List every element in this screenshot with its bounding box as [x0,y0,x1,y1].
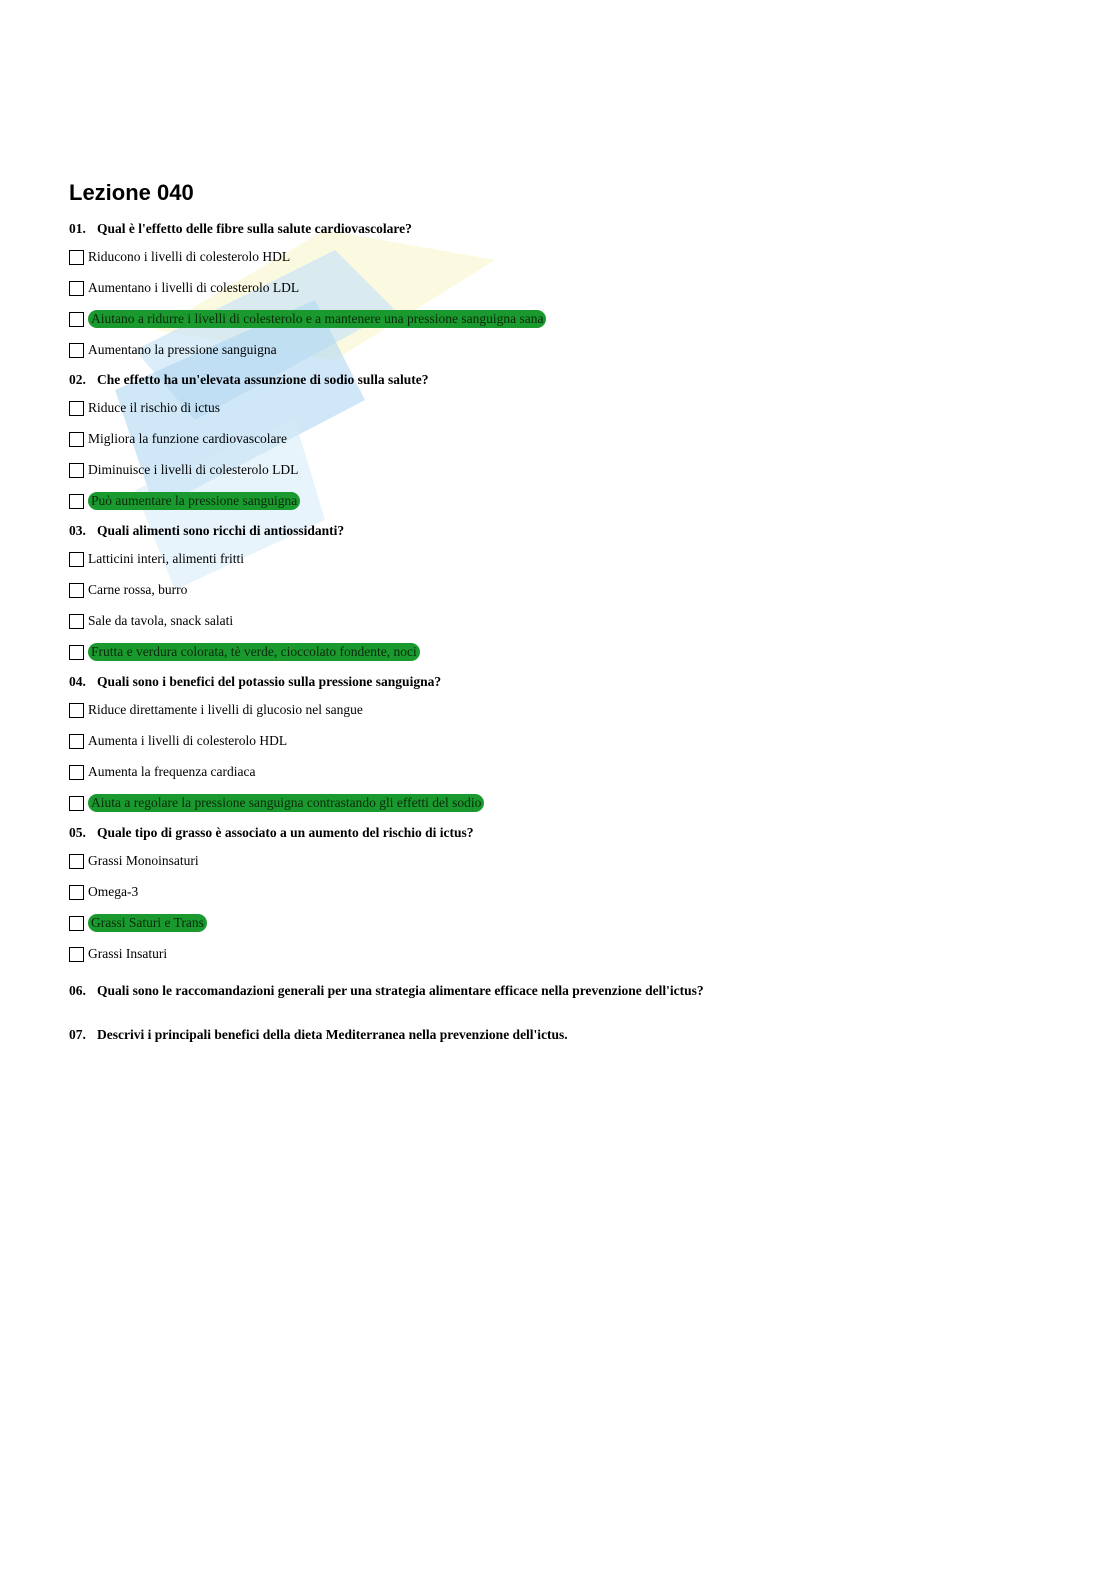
answer-label: Omega-3 [88,884,139,899]
answer-checkbox[interactable] [69,583,84,598]
answer-option[interactable] [69,731,1049,751]
question-number: 05. [69,825,86,840]
question-label: Quali sono i benefici del potassio sulla pressione sanguigna? [97,674,442,689]
answer-checkbox[interactable] [69,916,84,931]
answer-checkbox[interactable] [69,432,84,447]
answer-checkbox[interactable] [69,281,84,296]
answer-label: Riduce direttamente i livelli di glucosio nel sangue [88,702,363,717]
answer-label: Riduce il rischio di ictus [88,400,220,415]
answer-label: Aumentano i livelli di colesterolo LDL [88,280,300,295]
answer-label: Aumenta la frequenza cardiaca [88,764,256,779]
question-text [69,220,1049,238]
answer-checkbox[interactable] [69,343,84,358]
question-5 [69,824,1049,964]
answer-label: Aumentano la pressione sanguigna [88,342,277,357]
answer-label: Sale da tavola, snack salati [88,613,234,628]
question-1 [69,220,1049,360]
correct-answer-label: Può aumentare la pressione sanguigna [88,492,300,510]
question-number: 07. [69,1027,86,1042]
answer-option[interactable] [69,398,1049,418]
answer-option[interactable] [69,851,1049,871]
question-3 [69,522,1049,662]
question-label: Quali alimenti sono ricchi di antiossidanti? [97,523,345,538]
answer-option[interactable] [69,611,1049,631]
answer-checkbox[interactable] [69,312,84,327]
answer-label: Migliora la funzione cardiovascolare [88,431,288,446]
answer-option[interactable] [69,460,1049,480]
answer-option[interactable] [69,762,1049,782]
answer-option[interactable] [69,340,1049,360]
answer-option[interactable] [69,549,1049,569]
question-label: Qual è l'effetto delle fibre sulla salute cardiovascolare? [97,221,412,236]
question-label: Descrivi i principali benefici della dieta Mediterranea nella prevenzione dell'ictus. [97,1027,568,1042]
answer-checkbox[interactable] [69,854,84,869]
answer-option[interactable] [69,429,1049,449]
answer-checkbox[interactable] [69,614,84,629]
answer-label: Carne rossa, burro [88,582,188,597]
question-number: 06. [69,983,86,998]
answer-checkbox[interactable] [69,645,84,660]
correct-answer-label: Aiuta a regolare la pressione sanguigna contrastando gli effetti del sodio [88,794,484,812]
question-number: 04. [69,674,86,689]
answer-checkbox[interactable] [69,703,84,718]
question-4 [69,673,1049,813]
answer-checkbox[interactable] [69,552,84,567]
answer-option[interactable] [69,580,1049,600]
lesson-title: Lezione 040 [69,180,194,205]
answer-label: Riducono i livelli di colesterolo HDL [88,249,291,264]
question-number: 01. [69,221,86,236]
answer-checkbox[interactable] [69,765,84,780]
answer-checkbox[interactable] [69,947,84,962]
answer-option[interactable] [69,642,1049,662]
answer-checkbox[interactable] [69,734,84,749]
question-text [69,824,1049,842]
answer-option[interactable] [69,491,1049,511]
question-text [69,522,1049,540]
answer-option[interactable] [69,793,1049,813]
answer-option[interactable] [69,309,1049,329]
question-label: Quali sono le raccomandazioni generali per una strategia alimentare efficace nella prevenzione dell'ictus? [97,983,704,998]
correct-answer-label: Grassi Saturi e Trans [88,914,207,932]
question-number: 03. [69,523,86,538]
question-2 [69,371,1049,511]
open-question-6 [69,982,1049,1000]
answer-label: Grassi Monoinsaturi [88,853,199,868]
open-question-list [69,982,1049,1044]
question-label: Che effetto ha un'elevata assunzione di sodio sulla salute? [97,372,429,387]
answer-option[interactable] [69,700,1049,720]
correct-answer-label: Frutta e verdura colorata, tè verde, cioccolato fondente, noci [88,643,420,661]
answer-label: Grassi Insaturi [88,946,168,961]
answer-checkbox[interactable] [69,463,84,478]
answer-label: Latticini interi, alimenti fritti [88,551,244,566]
answer-option[interactable] [69,882,1049,902]
answer-checkbox[interactable] [69,796,84,811]
answer-checkbox[interactable] [69,885,84,900]
answer-checkbox[interactable] [69,401,84,416]
open-question-7 [69,1026,1049,1044]
answer-option[interactable] [69,913,1049,933]
answer-option[interactable] [69,944,1049,964]
answer-label: Aumenta i livelli di colesterolo HDL [88,733,288,748]
quiz-document [69,178,1049,1070]
answer-checkbox[interactable] [69,494,84,509]
question-list [69,220,1049,964]
question-number: 02. [69,372,86,387]
answer-checkbox[interactable] [69,250,84,265]
question-label: Quale tipo di grasso è associato a un aumento del rischio di ictus? [97,825,474,840]
correct-answer-label: Aiutano a ridurre i livelli di colesterolo e a mantenere una pressione sanguigna sana [88,310,546,328]
answer-option[interactable] [69,247,1049,267]
answer-option[interactable] [69,278,1049,298]
question-text [69,673,1049,691]
answer-label: Diminuisce i livelli di colesterolo LDL [88,462,299,477]
question-text [69,371,1049,389]
